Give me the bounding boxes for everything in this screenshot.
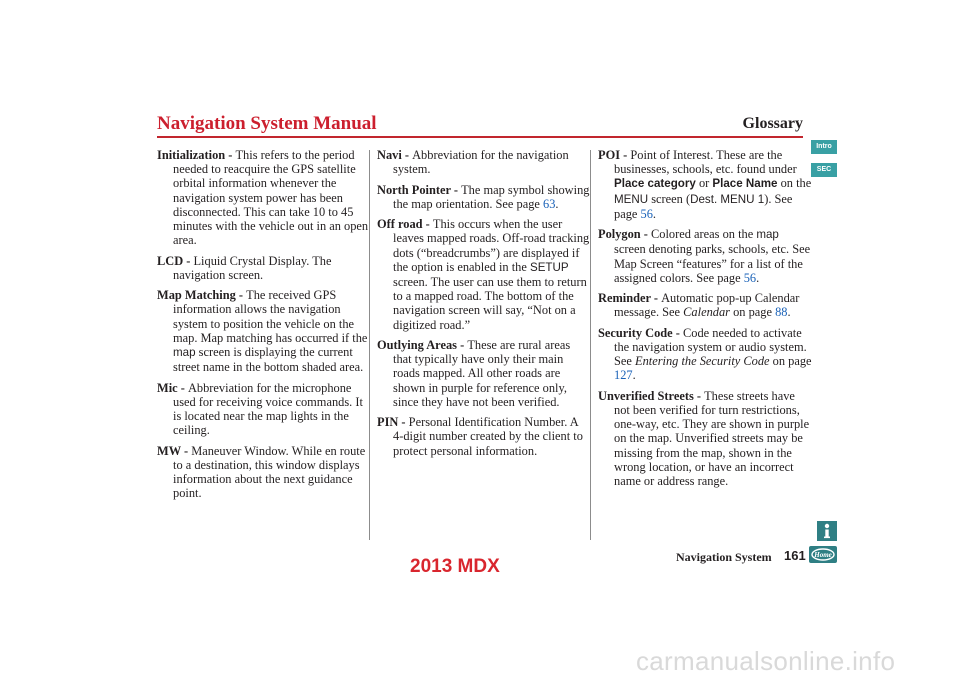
glossary-entry-off-road: Off road - This occurs when the user leaves mapped roads. Off-road tracking dots (“breadcrumbs”) are displayed if the option is enabled in the SETUP screen. The user can use them to return to a mapped road. The bottom of the navigation screen will say, “Not on a digitized road.” [377, 217, 590, 332]
glossary-entry-unverified-streets: Unverified Streets - These streets have not been verified for turn restrictions, one-way, etc. They are shown in purple on the map. Unverified streets may be missing from the map, shown in the wrong location, or have an incorrect name or address range. [598, 388, 810, 489]
home-icon-label: Home [814, 551, 832, 559]
watermark: carmanualsonline.info [636, 646, 896, 676]
column-divider-1 [369, 150, 370, 540]
footer-label: Navigation System [676, 550, 772, 564]
glossary-column-3 [598, 148, 812, 494]
glossary-entry-north-pointer: North Pointer - The map symbol showing the map orientation. See page 63. [377, 182, 590, 211]
intro-tab[interactable]: Intro [811, 140, 837, 154]
manual-title: Navigation System Manual [157, 113, 377, 134]
glossary-entry-mw: MW - Maneuver Window. While en route to a destination, this window displays information about the next guidance point. [157, 443, 366, 501]
glossary-entry-reminder: Reminder - Automatic pop-up Calendar message. See Calendar on page 88. [598, 291, 800, 320]
page-number: 161 [784, 548, 806, 563]
glossary-column-1 [157, 148, 371, 507]
glossary-entry-security-code: Security Code - Code needed to activate the navigation system or audio system. See Entering the Security Code on page 127. [598, 325, 812, 383]
header-divider [157, 136, 803, 138]
glossary-entry-outlying-areas: Outlying Areas - These are rural areas that typically have only their main roads mapped. All other roads are shown in purple for reference only, since they have not been verified. [377, 338, 571, 409]
section-title: Glossary [742, 115, 803, 132]
glossary-entry-navi: Navi - Abbreviation for the navigation system. [377, 148, 569, 177]
glossary-column-2 [377, 148, 591, 464]
glossary-entry-initialization: Initialization - This refers to the period needed to reacquire the GPS satellite orbital information whenever the navigation system power has been disconnected. This can take 10 to 45 minutes with the vehicle out in an open area. [157, 148, 369, 248]
model-label: 2013 MDX [410, 556, 500, 577]
glossary-entry-mic: Mic - Abbreviation for the microphone used for receiving voice commands. It is located near the map lights in the ceiling. [157, 380, 363, 438]
info-icon[interactable] [817, 521, 837, 541]
page-link-56[interactable]: 56 [640, 206, 653, 221]
sec-tab[interactable]: SEC [811, 163, 837, 177]
page-link-127[interactable]: 127 [614, 368, 633, 383]
page-header [157, 113, 803, 137]
glossary-entry-pin: PIN - Personal Identification Number. A 4-digit number created by the client to protect personal information. [377, 415, 583, 458]
glossary-entry-map-matching: Map Matching - The received GPS information allows the navigation system to position the vehicle on the map. Map matching has occurred if the map screen is displaying the current street name in the bottom shaded area. [157, 288, 368, 375]
glossary-entry-polygon: Polygon - Colored areas on the map screen denoting parks, schools, etc. See Map Screen “features” for a list of the assigned colors. See page 56. [598, 227, 811, 285]
home-icon[interactable] [809, 546, 837, 563]
page-link-56b[interactable]: 56 [743, 270, 757, 285]
glossary-entry-lcd: LCD - Liquid Crystal Display. The navigation screen. [157, 253, 332, 282]
glossary-entry-poi: POI - Point of Interest. These are the businesses, schools, etc. found under Place category or Place Name on the MENU screen (Dest. MENU 1). See page 56. [598, 148, 812, 221]
page-link-88[interactable]: 88 [775, 305, 788, 320]
page-link-63[interactable]: 63 [543, 196, 556, 211]
column-divider-2 [590, 150, 591, 540]
